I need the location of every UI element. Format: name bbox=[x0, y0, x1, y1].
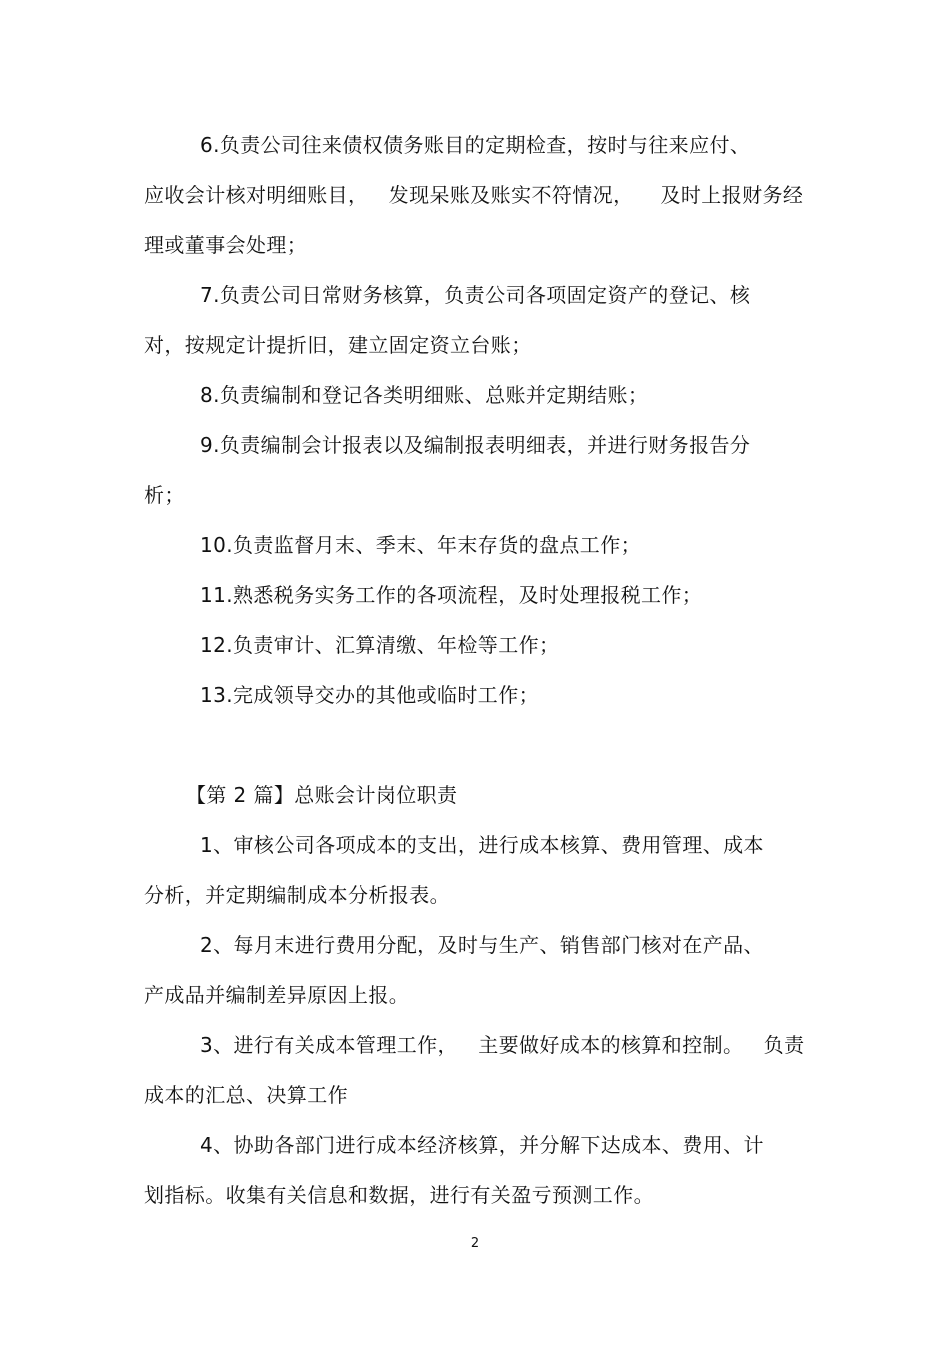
text-line-duty3-b: 成本的汇总、决算工作 bbox=[144, 1083, 348, 1107]
text-line-item7-b: 对，按规定计提折旧，建立固定资立台账； bbox=[144, 333, 532, 357]
page-number: 2 bbox=[470, 1236, 480, 1251]
text-line-item6-b: 应收会计核对明细账目， 发现呆账及账实不符情况， 及时上报财务经 bbox=[144, 183, 804, 207]
text-line-item8: 8.负责编制和登记各类明细账、总账并定期结账； bbox=[200, 383, 649, 407]
text-line-duty1-b: 分析，并定期编制成本分析报表。 bbox=[144, 883, 450, 907]
text-line-duty4-b: 划指标。收集有关信息和数据，进行有关盈亏预测工作。 bbox=[144, 1183, 654, 1207]
text-line-item9-b: 析； bbox=[144, 483, 185, 507]
text-line-item12: 12.负责审计、汇算清缴、年检等工作； bbox=[200, 633, 560, 657]
section-heading: 【第 2 篇】总账会计岗位职责 bbox=[186, 783, 458, 807]
text-line-item6-a: 6.负责公司往来债权债务账目的定期检查，按时与往来应付、 bbox=[200, 133, 751, 157]
text-line-item11: 11.熟悉税务实务工作的各项流程，及时处理报税工作； bbox=[200, 583, 703, 607]
text-line-duty1-a: 1、审核公司各项成本的支出，进行成本核算、费用管理、成本 bbox=[200, 833, 764, 857]
text-line-item9-a: 9.负责编制会计报表以及编制报表明细表，并进行财务报告分 bbox=[200, 433, 751, 457]
text-line-duty4-a: 4、协助各部门进行成本经济核算，并分解下达成本、费用、计 bbox=[200, 1133, 764, 1157]
text-line-item7-a: 7.负责公司日常财务核算，负责公司各项固定资产的登记、核 bbox=[200, 283, 751, 307]
text-line-item6-c: 理或董事会处理； bbox=[144, 233, 308, 257]
text-line-duty2-b: 产成品并编制差异原因上报。 bbox=[144, 983, 410, 1007]
text-line-duty2-a: 2、每月末进行费用分配，及时与生产、销售部门核对在产品、 bbox=[200, 933, 764, 957]
text-line-item13: 13.完成领导交办的其他或临时工作； bbox=[200, 683, 540, 707]
text-line-duty3-a: 3、进行有关成本管理工作， 主要做好成本的核算和控制。 负责 bbox=[200, 1033, 805, 1057]
text-line-item10: 10.负责监督月末、季末、年末存货的盘点工作； bbox=[200, 533, 642, 557]
